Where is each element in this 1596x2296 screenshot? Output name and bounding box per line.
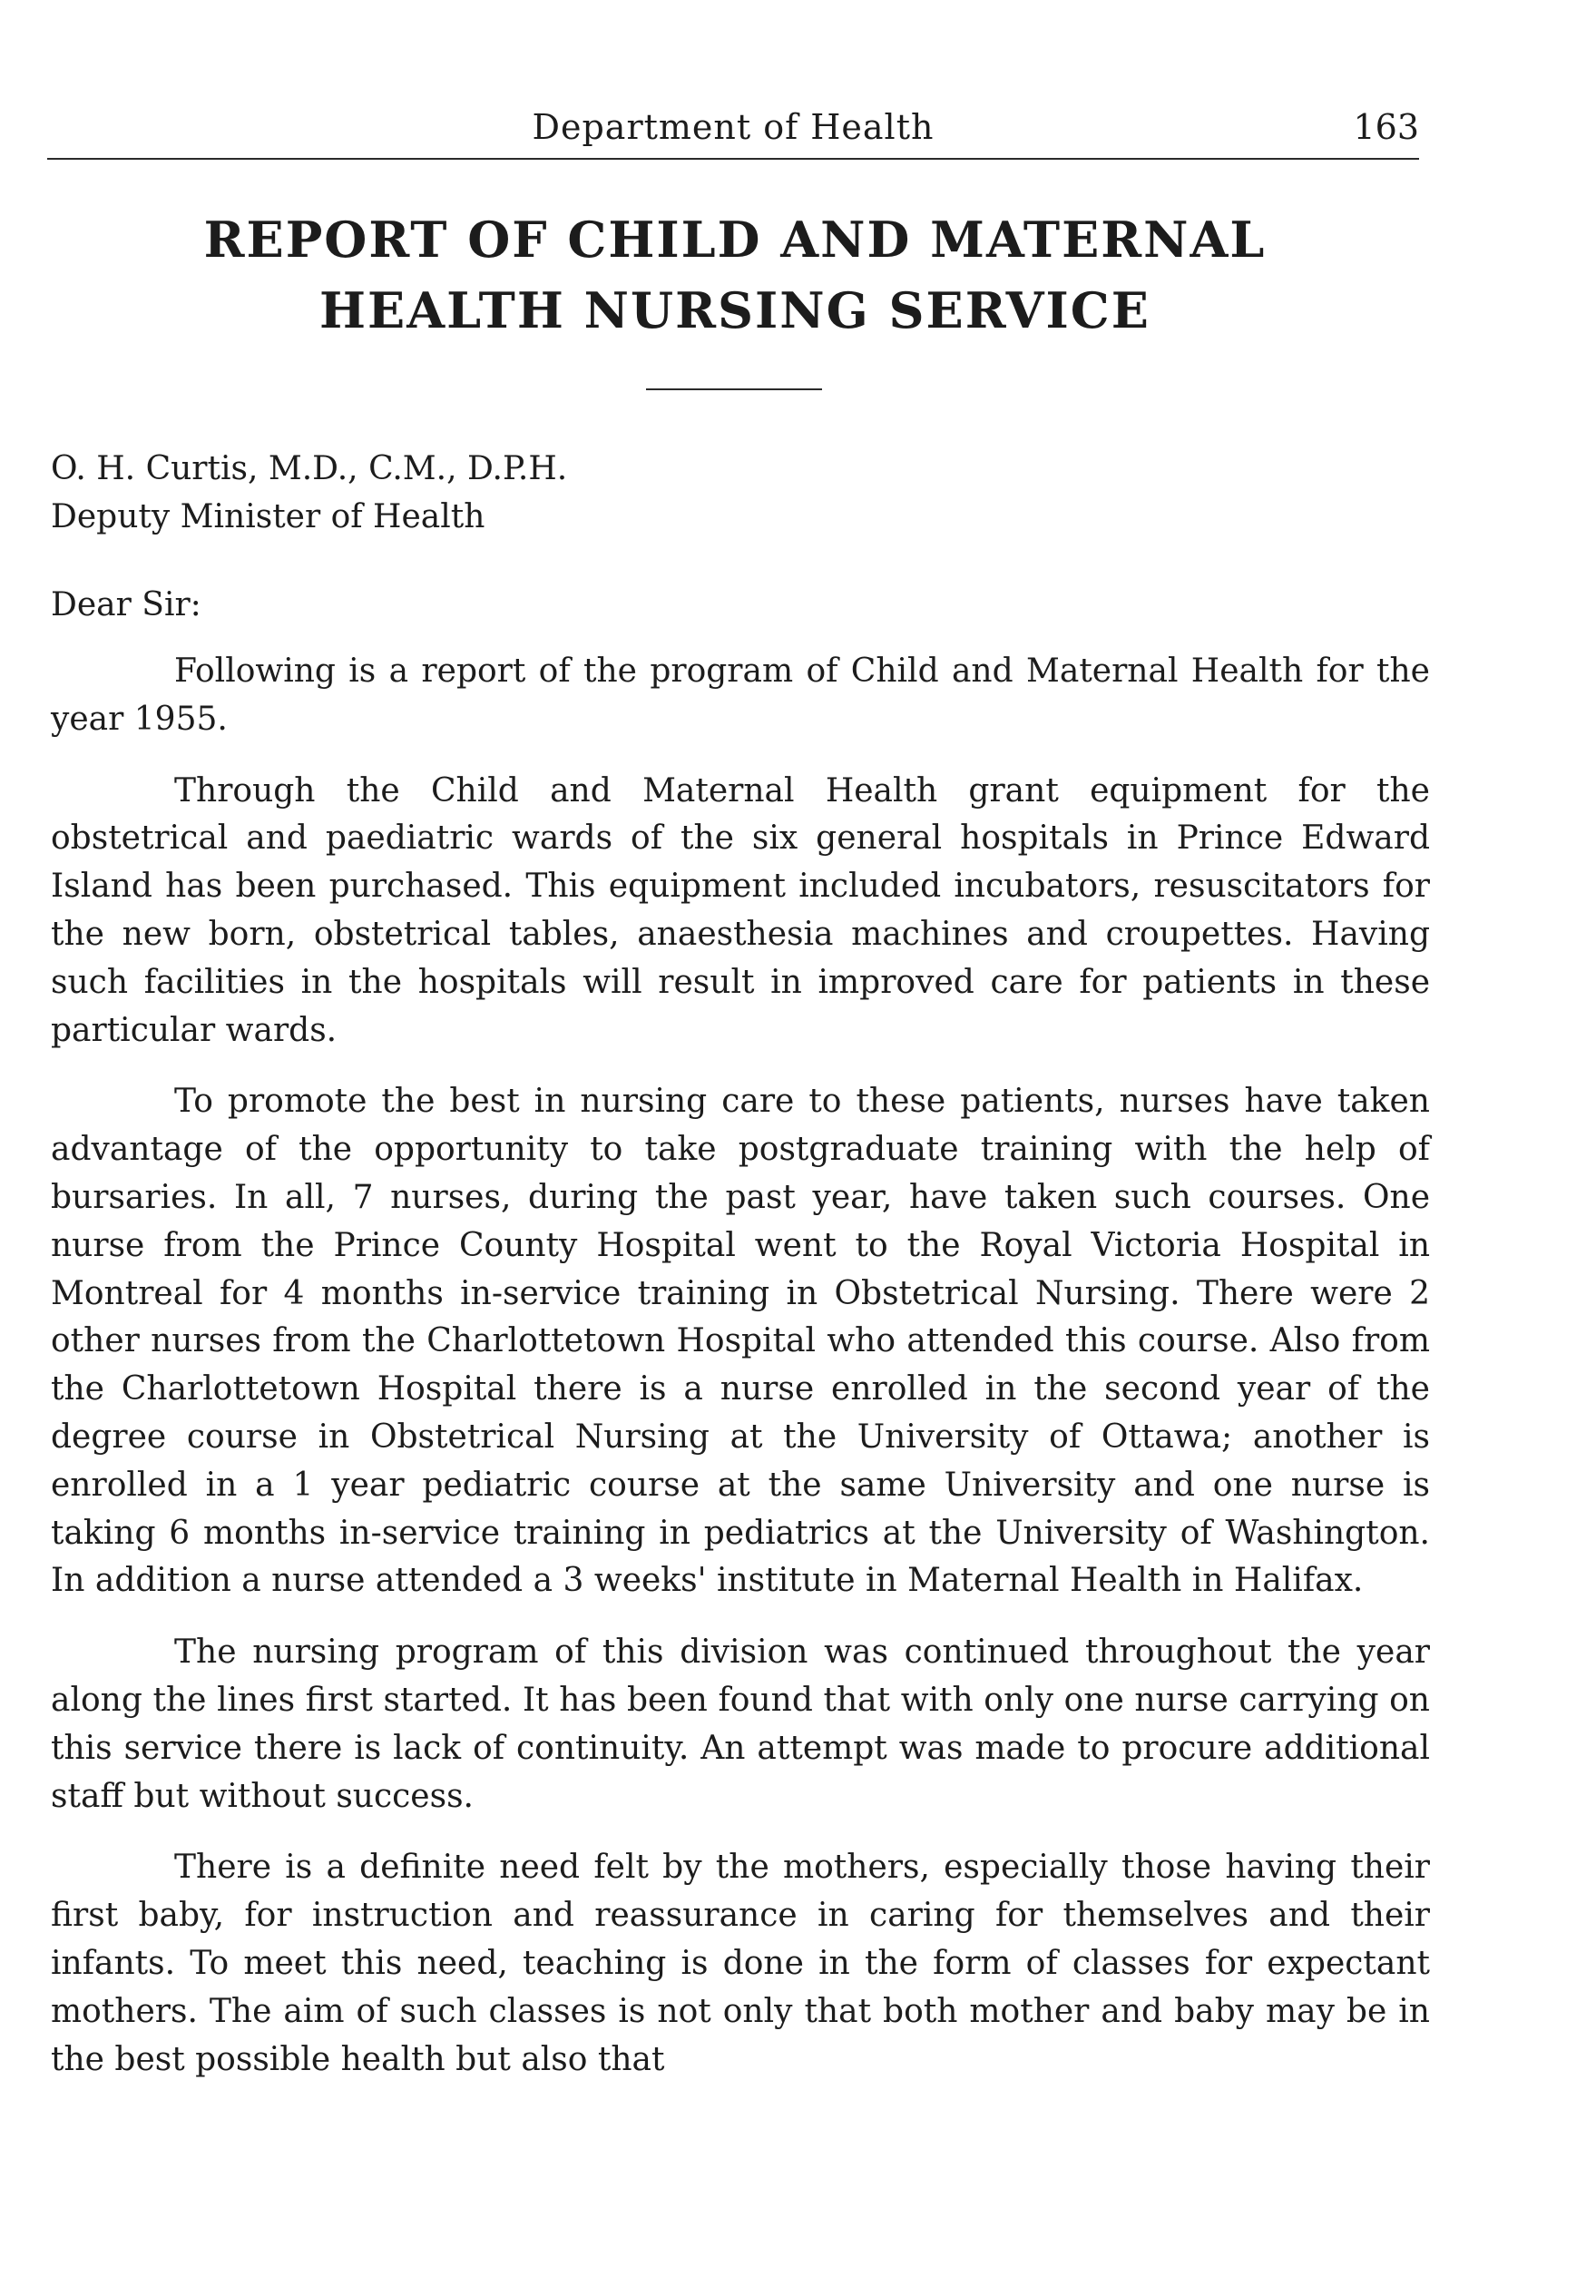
report-title-line-2: HEALTH NURSING SERVICE xyxy=(319,281,1150,339)
paragraph: To promote the best in nursing care to these patients, nurses have taken advantage of the opportunity to take postgraduate training with the help of bursaries. In all, 7 nurses, during the past year, have taken such courses. One nurse from the Prince County Hospital went to the Royal Victoria Hospital in Montreal for 4 months in-service training in Obstetrical Nursing. There were 2 other nurses from the Charlottetown Hospital who attended this course. Also from the Charlottetown Hospital there is a nurse enrolled in the second year of the degree course in Obstetrical Nursing at the University of Ottawa; another is enrolled in a 1 year pediatric course at the same University and one nurse is taking 6 months in-service training in pediatrics at the University of Washington. In addition a nurse attended a 3 weeks' institute in Maternal Health in Halifax. xyxy=(51,1083,1430,1600)
paragraph: Through the Child and Maternal Health grant equipment for the obstetrical and paediatric wards of the six general hospitals in Prince Edward Island has been purchased. This equipment included incubators, resuscitators for the new born, obstetrical tables, anaesthesia machines and croupettes. Having such facilities in the hospitals will result in improved care for patients in these particular wards. xyxy=(51,771,1430,1049)
page-number: 163 xyxy=(1353,107,1419,147)
report-title xyxy=(91,204,1379,346)
addressee-position: Deputy Minister of Health xyxy=(51,498,485,535)
salutation: Dear Sir: xyxy=(51,586,201,623)
paragraph: There is a definite need felt by the mothers, especially those having their first baby, for instruction and reassurance in caring for themselves and their infants. To meet this need, teaching is done in the form of classes for expectant mothers. The aim of such classes is not only that both mother and baby may be in the best possible health but also that xyxy=(51,1849,1430,2078)
report-title-line-1: REPORT OF CHILD AND MATERNAL xyxy=(203,211,1267,269)
header-rule xyxy=(47,158,1419,160)
paragraph: Following is a report of the program of Child and Maternal Health for the year 1955. xyxy=(51,652,1430,738)
running-title: Department of Health xyxy=(532,107,935,147)
running-header xyxy=(47,107,1419,154)
addressee-block xyxy=(51,445,567,541)
report-body xyxy=(51,648,1430,2084)
paragraph: The nursing program of this division was continued throughout the year along the lines first started. It has been found that with only one nurse carrying on this service there is lack of continuity. An attempt was made to procure additional staff but without success. xyxy=(51,1634,1430,1815)
addressee-name: O. H. Curtis, M.D., C.M., D.P.H. xyxy=(51,450,568,487)
title-rule xyxy=(646,388,822,390)
